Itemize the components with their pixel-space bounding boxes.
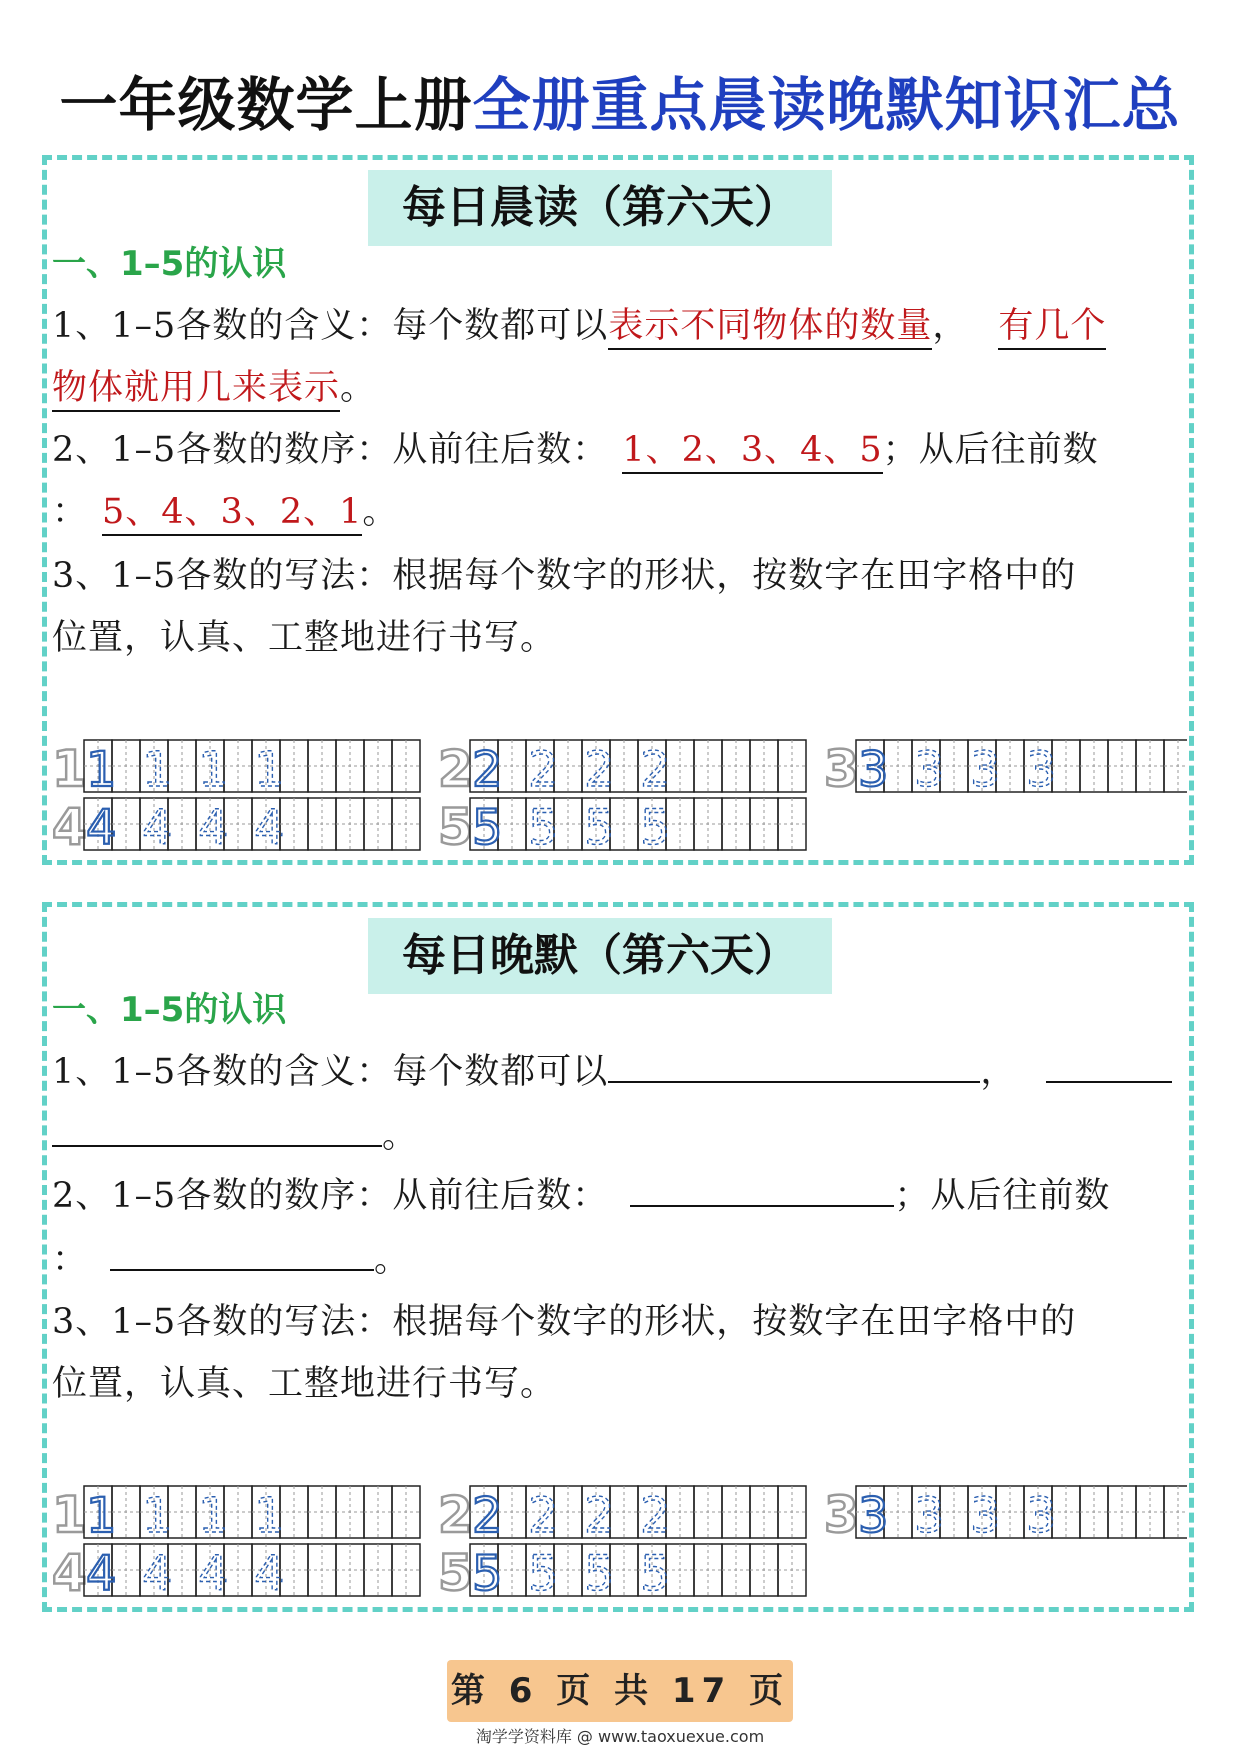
trace-digit-3: 3 <box>914 742 945 798</box>
watermark: 淘学学资料库 @ www.taoxuexue.com <box>475 1727 765 1746</box>
evening-p1-line2 <box>52 1108 418 1158</box>
tracing-row-3 <box>824 740 1187 798</box>
evening-p1-blank3[interactable] <box>52 1115 382 1147</box>
tracing-row-2 <box>438 1486 806 1544</box>
evening-p2-line2 <box>52 1232 410 1282</box>
example-digit-1: 1 <box>52 1486 87 1544</box>
morning-p1-answer2b: 物体就用几来表示 <box>52 368 340 412</box>
evening-p1-prefix: 1、1–5各数的含义：每个数都可以 <box>52 1052 609 1092</box>
trace-digit-5: 5 <box>640 800 671 856</box>
model-digit-5: 5 <box>472 1546 503 1602</box>
trace-digit-1: 1 <box>254 1488 285 1544</box>
evening-p2-colon: ： <box>52 1240 89 1280</box>
trace-digit-5: 5 <box>528 1546 559 1602</box>
evening-p1-blank1[interactable] <box>608 1051 980 1083</box>
model-digit-4: 4 <box>86 1546 117 1602</box>
evening-p1-blank2[interactable] <box>1046 1051 1172 1083</box>
example-digit-4: 4 <box>52 798 87 856</box>
tracing-row-3 <box>824 1486 1187 1544</box>
example-digit-4: 4 <box>52 1544 87 1602</box>
model-digit-4: 4 <box>86 800 117 856</box>
tracing-row-1 <box>52 740 420 798</box>
morning-p2-mid: ；从后往前数 <box>882 430 1099 470</box>
tracing-row-5 <box>438 1544 806 1602</box>
trace-digit-5: 5 <box>584 800 615 856</box>
trace-digit-4: 4 <box>198 1546 229 1602</box>
trace-digit-1: 1 <box>142 1488 173 1544</box>
tracing-row-5 <box>438 798 806 856</box>
morning-p1-answer1: 表示不同物体的数量 <box>608 306 932 350</box>
evening-p2-end: 。 <box>374 1240 411 1280</box>
model-digit-3: 3 <box>858 742 889 798</box>
morning-p1-line1 <box>52 298 1106 348</box>
morning-p1-sep: ， <box>932 306 969 346</box>
document-title <box>0 58 1240 142</box>
evening-banner: 每日晚默（第六天） <box>368 918 832 994</box>
model-digit-5: 5 <box>472 800 503 856</box>
title-part2: 全册重点晨读晚默知识汇总 <box>472 71 1181 139</box>
trace-digit-4: 4 <box>142 1546 173 1602</box>
example-digit-5: 5 <box>438 1544 473 1602</box>
morning-p2-line2 <box>52 484 398 534</box>
morning-p3-line1: 3、1–5各数的写法：根据每个数字的形状，按数字在田字格中的 <box>52 556 1077 596</box>
morning-p2-answer2: 5、4、3、2、1 <box>102 492 362 536</box>
morning-p2-prefix: 2、1–5各数的数序：从前往后数： <box>52 430 609 470</box>
evening-p2-mid: ；从后往前数 <box>894 1176 1111 1216</box>
page-number-badge: 第 6 页 共 17 页 <box>447 1660 793 1722</box>
morning-p2-colon: ： <box>52 492 89 532</box>
trace-digit-4: 4 <box>254 1546 285 1602</box>
morning-p2-end: 。 <box>362 492 399 532</box>
trace-digit-3: 3 <box>970 1488 1001 1544</box>
example-digit-3: 3 <box>824 1486 859 1544</box>
trace-digit-5: 5 <box>528 800 559 856</box>
morning-p2-line1 <box>52 422 1099 472</box>
evening-p2-blank2[interactable] <box>110 1239 374 1271</box>
example-digit-5: 5 <box>438 798 473 856</box>
model-digit-1: 1 <box>86 1488 117 1544</box>
evening-tracing-grid <box>52 1484 1187 1602</box>
tracing-row-2 <box>438 740 806 798</box>
trace-digit-3: 3 <box>970 742 1001 798</box>
morning-tracing-grid <box>52 738 1187 856</box>
trace-digit-3: 3 <box>914 1488 945 1544</box>
trace-digit-2: 2 <box>584 1488 615 1544</box>
evening-p2-prefix: 2、1–5各数的数序：从前往后数： <box>52 1176 609 1216</box>
tracing-row-4 <box>52 798 420 856</box>
morning-p2-answer1: 1、2、3、4、5 <box>622 430 882 474</box>
trace-digit-4: 4 <box>142 800 173 856</box>
model-digit-1: 1 <box>86 742 117 798</box>
evening-p1-line1 <box>52 1044 1172 1094</box>
trace-digit-2: 2 <box>640 1488 671 1544</box>
trace-digit-2: 2 <box>528 742 559 798</box>
trace-digit-3: 3 <box>1026 1488 1057 1544</box>
trace-digit-4: 4 <box>198 800 229 856</box>
morning-p1-end: 。 <box>340 368 377 408</box>
evening-p1-end: 。 <box>382 1116 419 1156</box>
model-digit-2: 2 <box>472 1488 503 1544</box>
trace-digit-1: 1 <box>198 742 229 798</box>
example-digit-1: 1 <box>52 740 87 798</box>
tracing-row-1 <box>52 1486 420 1544</box>
model-digit-2: 2 <box>472 742 503 798</box>
evening-p2-blank1[interactable] <box>630 1175 894 1207</box>
model-digit-3: 3 <box>858 1488 889 1544</box>
trace-digit-2: 2 <box>528 1488 559 1544</box>
trace-digit-3: 3 <box>1026 742 1057 798</box>
example-digit-3: 3 <box>824 740 859 798</box>
trace-digit-1: 1 <box>198 1488 229 1544</box>
evening-section-heading: 一、1–5的认识 <box>52 990 287 1030</box>
trace-digit-1: 1 <box>142 742 173 798</box>
tracing-row-4 <box>52 1544 420 1602</box>
morning-p3-line2: 位置，认真、工整地进行书写。 <box>52 618 557 658</box>
morning-p1-prefix: 1、1–5各数的含义：每个数都可以 <box>52 306 609 346</box>
trace-digit-5: 5 <box>584 1546 615 1602</box>
trace-digit-1: 1 <box>254 742 285 798</box>
morning-banner: 每日晨读（第六天） <box>368 170 832 246</box>
evening-p3-line2: 位置，认真、工整地进行书写。 <box>52 1364 557 1404</box>
example-digit-2: 2 <box>438 1486 473 1544</box>
trace-digit-4: 4 <box>254 800 285 856</box>
evening-p1-sep: ， <box>980 1052 1017 1092</box>
title-part1: 一年级数学上册 <box>59 71 473 139</box>
trace-digit-5: 5 <box>640 1546 671 1602</box>
trace-digit-2: 2 <box>584 742 615 798</box>
morning-p1-answer2a: 有几个 <box>998 306 1106 350</box>
evening-p3-line1: 3、1–5各数的写法：根据每个数字的形状，按数字在田字格中的 <box>52 1302 1077 1342</box>
trace-digit-2: 2 <box>640 742 671 798</box>
example-digit-2: 2 <box>438 740 473 798</box>
morning-section-heading: 一、1–5的认识 <box>52 244 287 284</box>
morning-p1-line2 <box>52 360 376 410</box>
evening-p2-line1 <box>52 1168 1110 1218</box>
